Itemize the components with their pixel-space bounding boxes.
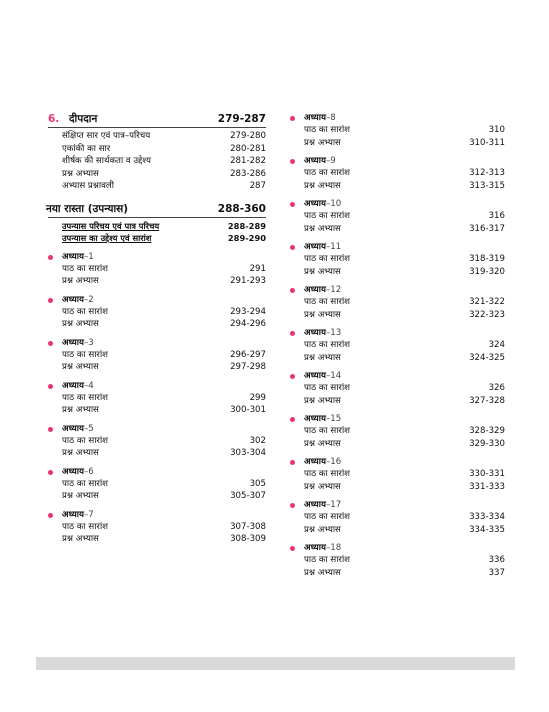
bullet-icon bbox=[290, 417, 295, 422]
toc-entry[interactable] bbox=[290, 425, 505, 438]
entry-label: प्रश्न अभ्यास bbox=[304, 180, 341, 191]
adhyay-number: –3 bbox=[84, 337, 94, 348]
entry-label: प्रश्न अभ्यास bbox=[304, 481, 341, 492]
toc-entry[interactable] bbox=[48, 180, 266, 193]
footer-bar bbox=[36, 657, 515, 670]
toc-entry[interactable] bbox=[48, 361, 266, 374]
entry-pages: 321-322 bbox=[469, 297, 505, 307]
entry-label: उपन्यास परिचय एवं पात्र परिचय bbox=[62, 220, 160, 231]
entry-pages: 316-317 bbox=[469, 223, 505, 234]
adhyay-block bbox=[290, 155, 505, 192]
toc-entry[interactable] bbox=[48, 521, 266, 534]
entry-pages: 283-286 bbox=[230, 168, 266, 179]
entry-pages: 293-294 bbox=[230, 306, 266, 317]
adhyay-block bbox=[48, 423, 266, 460]
toc-entry[interactable] bbox=[290, 124, 505, 137]
adhyay-number: –6 bbox=[84, 466, 94, 477]
entry-pages: 305 bbox=[249, 478, 266, 489]
adhyay-number: –10 bbox=[326, 199, 342, 209]
toc-entry[interactable] bbox=[48, 349, 266, 362]
bullet-icon bbox=[48, 427, 53, 432]
entry-label: पाठ का सारांश bbox=[304, 383, 351, 393]
adhyay-number: –13 bbox=[326, 328, 342, 338]
adhyay-block bbox=[290, 542, 505, 579]
bullet-icon bbox=[290, 460, 295, 465]
entry-pages: 302 bbox=[249, 435, 266, 446]
entry-label: पाठ का सारांश bbox=[304, 426, 351, 436]
toc-entry[interactable] bbox=[290, 339, 505, 352]
adhyay-word: अध्याय bbox=[62, 509, 84, 520]
bullet-icon bbox=[48, 298, 53, 303]
bullet-icon bbox=[290, 288, 295, 293]
adhyay-heading[interactable] bbox=[290, 327, 505, 339]
toc-entry[interactable] bbox=[290, 567, 505, 580]
entry-pages: 329-330 bbox=[469, 438, 505, 449]
bullet-icon bbox=[48, 255, 53, 260]
chapter-title: दीपदान bbox=[68, 113, 98, 125]
adhyay-number: –15 bbox=[326, 414, 342, 424]
adhyay-word: अध्याय bbox=[62, 337, 84, 348]
entry-pages: 281-282 bbox=[230, 156, 266, 166]
toc-entry[interactable] bbox=[290, 210, 505, 223]
adhyay-block bbox=[48, 251, 266, 288]
adhyay-block bbox=[48, 380, 266, 417]
adhyay-word: अध्याय bbox=[62, 423, 84, 434]
entry-pages: 299 bbox=[249, 392, 266, 403]
adhyay-heading[interactable] bbox=[290, 370, 505, 382]
entry-pages: 279-280 bbox=[230, 131, 266, 141]
entry-label: पाठ का सारांश bbox=[304, 211, 351, 221]
adhyay-heading[interactable] bbox=[48, 294, 266, 306]
toc-entry[interactable] bbox=[48, 130, 266, 143]
toc-entry[interactable] bbox=[48, 143, 266, 156]
entry-pages: 331-333 bbox=[469, 481, 505, 492]
toc-entry[interactable] bbox=[290, 511, 505, 524]
novel-heading[interactable] bbox=[48, 202, 266, 218]
entry-pages: 336 bbox=[488, 555, 505, 565]
adhyay-number: –18 bbox=[326, 543, 342, 553]
adhyay-word: अध्याय bbox=[304, 457, 326, 467]
toc-entry[interactable] bbox=[290, 468, 505, 481]
adhyay-heading[interactable] bbox=[48, 466, 266, 478]
adhyay-number: –12 bbox=[326, 285, 342, 295]
toc-entry[interactable] bbox=[290, 352, 505, 365]
adhyay-heading[interactable] bbox=[290, 155, 505, 167]
adhyay-number: –2 bbox=[84, 294, 94, 305]
entry-pages: 324 bbox=[488, 340, 505, 350]
entry-label: प्रश्न अभ्यास bbox=[62, 405, 99, 415]
bullet-icon bbox=[48, 384, 53, 389]
entry-label: पाठ का सारांश bbox=[62, 306, 109, 317]
adhyay-block bbox=[48, 337, 266, 374]
entry-label: प्रश्न अभ्यास bbox=[62, 534, 99, 544]
bullet-icon bbox=[48, 513, 53, 518]
entry-label: प्रश्न अभ्यास bbox=[62, 362, 99, 372]
adhyay-heading[interactable] bbox=[48, 251, 266, 263]
adhyay-word: अध्याय bbox=[62, 294, 84, 305]
entry-label: पाठ का सारांश bbox=[62, 435, 109, 446]
novel-pages: 288-360 bbox=[217, 202, 266, 215]
entry-pages: 291 bbox=[249, 263, 266, 274]
adhyay-number: –7 bbox=[84, 509, 94, 520]
entry-pages: 327-328 bbox=[469, 395, 505, 406]
adhyay-heading[interactable] bbox=[290, 456, 505, 468]
entry-label: प्रश्न अभ्यास bbox=[304, 223, 341, 234]
entry-pages: 288-289 bbox=[227, 220, 266, 231]
adhyay-word: अध्याय bbox=[304, 242, 326, 252]
adhyay-number: –4 bbox=[84, 380, 94, 391]
entry-label: प्रश्न अभ्यास bbox=[62, 491, 99, 501]
adhyay-word: अध्याय bbox=[62, 251, 84, 262]
entry-pages: 310-311 bbox=[469, 137, 505, 148]
toc-left-column bbox=[48, 112, 266, 546]
entry-pages: 308-309 bbox=[230, 534, 266, 544]
adhyay-heading[interactable] bbox=[290, 542, 505, 554]
entry-label: एकांकी का सार bbox=[62, 143, 111, 154]
toc-entry[interactable] bbox=[290, 253, 505, 266]
adhyay-word: अध्याय bbox=[304, 156, 326, 166]
adhyay-block bbox=[48, 466, 266, 503]
bullet-icon bbox=[290, 374, 295, 379]
entry-label: संक्षिप्त सार एवं पात्र–परिचय bbox=[62, 131, 151, 141]
entry-pages: 289-290 bbox=[227, 233, 266, 243]
entry-label: प्रश्न अभ्यास bbox=[304, 352, 341, 363]
adhyay-number: –14 bbox=[326, 371, 342, 381]
adhyay-block bbox=[290, 112, 505, 149]
entry-label: पाठ का सारांश bbox=[304, 125, 351, 135]
entry-pages: 319-320 bbox=[469, 266, 505, 277]
toc-entry[interactable] bbox=[290, 524, 505, 537]
entry-pages: 316 bbox=[488, 211, 505, 221]
chapter-6-heading[interactable] bbox=[48, 112, 266, 128]
adhyay-heading[interactable] bbox=[290, 112, 505, 124]
adhyay-word: अध्याय bbox=[62, 466, 84, 477]
toc-entry[interactable] bbox=[48, 533, 266, 546]
adhyay-block bbox=[290, 456, 505, 493]
toc-entry[interactable] bbox=[48, 168, 266, 181]
entry-label: प्रश्न अभ्यास bbox=[62, 276, 99, 286]
entry-pages: 307-308 bbox=[230, 521, 266, 532]
entry-label: पाठ का सारांश bbox=[62, 521, 109, 532]
adhyay-block bbox=[290, 413, 505, 450]
toc-entry[interactable] bbox=[48, 318, 266, 331]
toc-entry[interactable] bbox=[290, 395, 505, 408]
toc-entry[interactable] bbox=[290, 554, 505, 567]
entry-pages: 291-293 bbox=[230, 276, 266, 286]
adhyay-number: –17 bbox=[326, 500, 342, 510]
entry-label: प्रश्न अभ्यास bbox=[304, 137, 341, 148]
entry-label: प्रश्न अभ्यास bbox=[304, 438, 341, 449]
novel-title: नया रास्ता (उपन्यास) bbox=[46, 202, 129, 215]
adhyay-block bbox=[290, 327, 505, 364]
toc-entry[interactable] bbox=[290, 137, 505, 150]
entry-label: पाठ का सारांश bbox=[304, 297, 351, 307]
toc-entry[interactable] bbox=[290, 180, 505, 193]
adhyay-word: अध्याय bbox=[304, 543, 326, 553]
adhyay-word: अध्याय bbox=[304, 113, 326, 123]
adhyay-heading[interactable] bbox=[48, 509, 266, 521]
toc-entry[interactable] bbox=[48, 404, 266, 417]
adhyay-number: –9 bbox=[326, 156, 336, 166]
entry-label: शीर्षक की सार्थकता व उद्देश्य bbox=[62, 156, 151, 166]
toc-entry[interactable] bbox=[48, 263, 266, 276]
adhyay-heading[interactable] bbox=[48, 380, 266, 392]
entry-pages: 313-315 bbox=[469, 180, 505, 191]
adhyay-heading[interactable] bbox=[48, 337, 266, 349]
adhyay-word: अध्याय bbox=[304, 199, 326, 209]
entry-label: प्रश्न अभ्यास bbox=[304, 524, 341, 535]
entry-label: अभ्यास प्रश्नावली bbox=[62, 181, 114, 191]
adhyay-block bbox=[290, 241, 505, 278]
adhyay-number: –5 bbox=[84, 423, 94, 434]
bullet-icon bbox=[290, 116, 295, 121]
adhyay-heading[interactable] bbox=[290, 413, 505, 425]
toc-entry[interactable] bbox=[290, 223, 505, 236]
adhyay-word: अध्याय bbox=[304, 328, 326, 338]
entry-pages: 326 bbox=[488, 383, 505, 393]
bullet-icon bbox=[290, 245, 295, 250]
bullet-icon bbox=[48, 470, 53, 475]
bullet-icon bbox=[290, 159, 295, 164]
adhyay-word: अध्याय bbox=[62, 380, 84, 391]
bullet-icon bbox=[290, 546, 295, 551]
toc-entry[interactable] bbox=[290, 266, 505, 279]
entry-label: प्रश्न अभ्यास bbox=[304, 309, 341, 320]
entry-pages: 322-323 bbox=[469, 309, 505, 320]
toc-entry[interactable] bbox=[290, 309, 505, 322]
right-chapter-list bbox=[290, 112, 505, 579]
entry-label: पाठ का सारांश bbox=[62, 392, 109, 403]
entry-label: उपन्यास का उद्देश्य एवं सारांश bbox=[62, 233, 152, 243]
adhyay-heading[interactable] bbox=[290, 284, 505, 296]
entry-label: पाठ का सारांश bbox=[304, 168, 351, 178]
bullet-icon bbox=[290, 503, 295, 508]
bullet-icon bbox=[48, 341, 53, 346]
entry-label: पाठ का सारांश bbox=[304, 469, 351, 479]
adhyay-number: –8 bbox=[326, 113, 336, 123]
toc-entry[interactable] bbox=[48, 306, 266, 319]
adhyay-block bbox=[290, 499, 505, 536]
toc-entry[interactable] bbox=[48, 447, 266, 460]
entry-pages: 280-281 bbox=[230, 143, 266, 154]
toc-entry[interactable] bbox=[48, 392, 266, 405]
entry-pages: 330-331 bbox=[469, 469, 505, 479]
entry-pages: 296-297 bbox=[230, 349, 266, 360]
adhyay-number: –1 bbox=[84, 251, 94, 262]
bullet-icon bbox=[290, 202, 295, 207]
toc-entry[interactable] bbox=[48, 275, 266, 288]
adhyay-word: अध्याय bbox=[304, 371, 326, 381]
entry-pages: 287 bbox=[249, 181, 266, 191]
entry-label: पाठ का सारांश bbox=[62, 349, 109, 360]
adhyay-block bbox=[290, 198, 505, 235]
adhyay-block bbox=[290, 370, 505, 407]
chapter-6-items bbox=[48, 130, 266, 193]
entry-pages: 334-335 bbox=[469, 524, 505, 535]
toc-entry[interactable] bbox=[290, 438, 505, 451]
entry-label: पाठ का सारांश bbox=[304, 512, 351, 522]
entry-pages: 300-301 bbox=[230, 405, 266, 415]
toc-entry[interactable] bbox=[48, 232, 266, 245]
entry-pages: 333-334 bbox=[469, 512, 505, 522]
entry-pages: 297-298 bbox=[230, 362, 266, 372]
entry-pages: 303-304 bbox=[230, 448, 266, 458]
toc-entry[interactable] bbox=[48, 220, 266, 233]
entry-label: प्रश्न अभ्यास bbox=[62, 319, 99, 329]
adhyay-word: अध्याय bbox=[304, 500, 326, 510]
adhyay-number: –16 bbox=[326, 457, 342, 467]
toc-entry[interactable] bbox=[290, 382, 505, 395]
toc-entry[interactable] bbox=[48, 155, 266, 168]
entry-label: पाठ का सारांश bbox=[304, 254, 351, 264]
entry-pages: 337 bbox=[488, 567, 505, 578]
toc-entry[interactable] bbox=[290, 296, 505, 309]
entry-label: पाठ का सारांश bbox=[62, 263, 109, 274]
left-chapter-list bbox=[48, 251, 266, 546]
entry-label: प्रश्न अभ्यास bbox=[62, 448, 99, 458]
toc-entry[interactable] bbox=[48, 435, 266, 448]
entry-label: प्रश्न अभ्यास bbox=[62, 168, 99, 179]
novel-items bbox=[48, 220, 266, 245]
entry-pages: 294-296 bbox=[230, 319, 266, 329]
adhyay-number: –11 bbox=[326, 242, 342, 252]
chapter-pages: 279-287 bbox=[217, 113, 266, 125]
adhyay-block bbox=[48, 509, 266, 546]
adhyay-heading[interactable] bbox=[48, 423, 266, 435]
adhyay-heading[interactable] bbox=[290, 241, 505, 253]
adhyay-word: अध्याय bbox=[304, 285, 326, 295]
entry-pages: 310 bbox=[488, 125, 505, 135]
toc-entry[interactable] bbox=[290, 481, 505, 494]
entry-label: पाठ का सारांश bbox=[62, 478, 109, 489]
adhyay-word: अध्याय bbox=[304, 414, 326, 424]
toc-entry[interactable] bbox=[48, 478, 266, 491]
entry-label: प्रश्न अभ्यास bbox=[304, 266, 341, 277]
adhyay-block bbox=[48, 294, 266, 331]
entry-label: पाठ का सारांश bbox=[304, 340, 351, 350]
toc-entry[interactable] bbox=[290, 167, 505, 180]
entry-label: प्रश्न अभ्यास bbox=[304, 567, 341, 578]
entry-pages: 328-329 bbox=[469, 426, 505, 436]
adhyay-heading[interactable] bbox=[290, 499, 505, 511]
entry-label: प्रश्न अभ्यास bbox=[304, 395, 341, 406]
entry-label: पाठ का सारांश bbox=[304, 555, 351, 565]
adhyay-block bbox=[290, 284, 505, 321]
entry-pages: 305-307 bbox=[230, 491, 266, 501]
entry-pages: 324-325 bbox=[469, 352, 505, 363]
toc-right-column bbox=[290, 112, 505, 579]
adhyay-heading[interactable] bbox=[290, 198, 505, 210]
entry-pages: 312-313 bbox=[469, 168, 505, 178]
chapter-number: 6. bbox=[48, 113, 60, 125]
toc-entry[interactable] bbox=[48, 490, 266, 503]
bullet-icon bbox=[290, 331, 295, 336]
entry-pages: 318-319 bbox=[469, 254, 505, 264]
